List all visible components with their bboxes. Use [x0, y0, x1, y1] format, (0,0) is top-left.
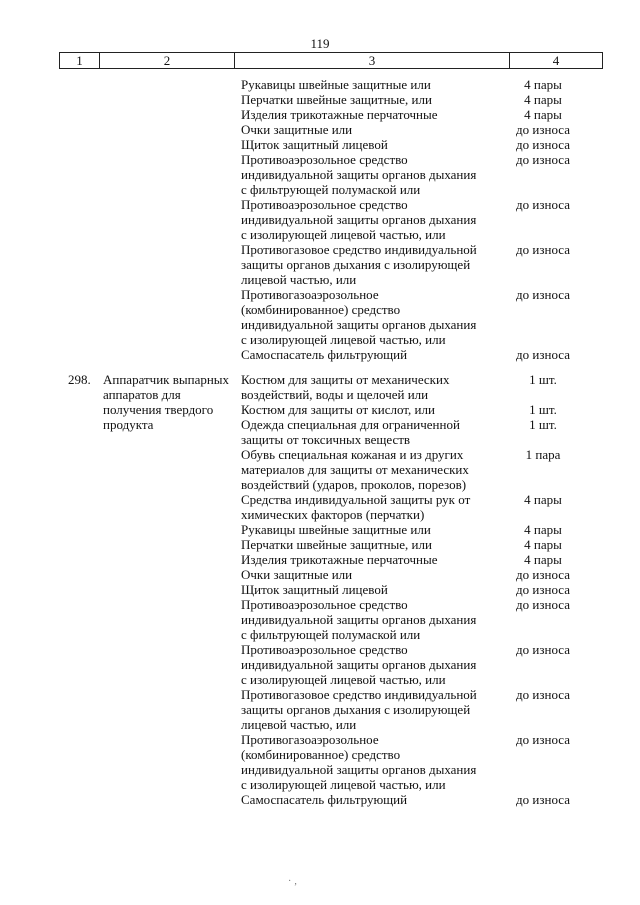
item-norm: до износа	[516, 287, 570, 302]
column-header-1: 1	[60, 53, 100, 68]
item-norm: до износа	[516, 642, 570, 657]
item-norm: 4 пары	[524, 552, 562, 567]
item-name-line: Костюм для защиты от кислот, или	[241, 402, 435, 417]
item-name-line: защиты органов дыхания с изолирующей	[241, 702, 471, 717]
item-name-line: материалов для защиты от механических	[241, 462, 469, 477]
item-name-line: с фильтрующей полумаской или	[241, 627, 421, 642]
column-header-3: 3	[235, 53, 510, 68]
item-name-line: индивидуальной защиты органов дыхания	[241, 317, 477, 332]
item-norm: 1 шт.	[529, 372, 557, 387]
column-header-4: 4	[552, 53, 560, 68]
item-name-line: Изделия трикотажные перчаточные	[241, 552, 438, 567]
scan-specks: · ‚	[288, 876, 298, 887]
item-name-line: Костюм для защиты от механических	[241, 372, 450, 387]
profession-name-line: аппаратов для	[103, 387, 181, 402]
page-number: 119	[310, 36, 330, 51]
item-name-line: Очки защитные или	[241, 122, 353, 137]
item-norm: 1 шт.	[529, 417, 557, 432]
item-norm: 1 пара	[525, 447, 561, 462]
item-name-line: с изолирующей лицевой частью, или	[241, 227, 446, 242]
item-name-line: Одежда специальная для ограниченной	[241, 417, 460, 432]
item-norm: до износа	[516, 582, 570, 597]
item-name-line: защиты органов дыхания с изолирующей	[241, 257, 471, 272]
item-norm: до износа	[516, 732, 570, 747]
column-header-2: 2	[100, 53, 235, 68]
item-name-line: Перчатки швейные защитные, или	[241, 92, 432, 107]
item-name-line: индивидуальной защиты органов дыхания	[241, 167, 477, 182]
item-name-line: индивидуальной защиты органов дыхания	[241, 762, 477, 777]
column-header-row	[59, 52, 603, 69]
item-name-line: (комбинированное) средство	[241, 302, 401, 317]
item-norm: до износа	[516, 687, 570, 702]
item-name-line: Противогазоаэрозольное	[241, 287, 379, 302]
item-norm: 4 пары	[524, 537, 562, 552]
item-name-line: Перчатки швейные защитные, или	[241, 537, 432, 552]
item-name-line: Обувь специальная кожаная и из других	[241, 447, 464, 462]
profession-name-line: получения твердого	[103, 402, 214, 417]
item-name-line: Рукавицы швейные защитные или	[241, 522, 431, 537]
item-name-line: Щиток защитный лицевой	[241, 137, 388, 152]
item-norm: до износа	[516, 347, 570, 362]
item-name-line: с изолирующей лицевой частью, или	[241, 672, 446, 687]
item-name-line: лицевой частью, или	[241, 717, 357, 732]
item-norm: 1 шт.	[529, 402, 557, 417]
item-norm: 4 пары	[524, 107, 562, 122]
item-name-line: с фильтрующей полумаской или	[241, 182, 421, 197]
item-name-line: Противогазовое средство индивидуальной	[241, 242, 477, 257]
item-name-line: Изделия трикотажные перчаточные	[241, 107, 438, 122]
item-name-line: лицевой частью, или	[241, 272, 357, 287]
item-name-line: Самоспасатель фильтрующий	[241, 347, 408, 362]
item-name-line: индивидуальной защиты органов дыхания	[241, 212, 477, 227]
item-norm: 4 пары	[524, 92, 562, 107]
item-name-line: Самоспасатель фильтрующий	[241, 792, 408, 807]
item-name-line: индивидуальной защиты органов дыхания	[241, 612, 477, 627]
item-norm: 4 пары	[524, 492, 562, 507]
item-norm: 4 пары	[524, 522, 562, 537]
item-name-line: воздействий, воды и щелочей или	[241, 387, 429, 402]
item-name-line: Противогазовое средство индивидуальной	[241, 687, 477, 702]
item-norm: до износа	[516, 137, 570, 152]
item-norm: до износа	[516, 567, 570, 582]
item-name-line: Противоаэрозольное средство	[241, 642, 408, 657]
item-name-line: защиты от токсичных веществ	[241, 432, 411, 447]
item-norm: до износа	[516, 122, 570, 137]
entry-number: 298.	[68, 372, 91, 387]
item-name-line: Очки защитные или	[241, 567, 353, 582]
item-name-line: Противоаэрозольное средство	[241, 197, 408, 212]
item-name-line: Противоаэрозольное средство	[241, 597, 408, 612]
item-name-line: Рукавицы швейные защитные или	[241, 77, 431, 92]
item-name-line: Щиток защитный лицевой	[241, 582, 388, 597]
item-name-line: химических факторов (перчатки)	[241, 507, 425, 522]
profession-name-line: Аппаратчик выпарных	[103, 372, 230, 387]
item-norm: до износа	[516, 597, 570, 612]
item-norm: до износа	[516, 152, 570, 167]
item-name-line: Средства индивидуальной защиты рук от	[241, 492, 471, 507]
item-name-line: Противоаэрозольное средство	[241, 152, 408, 167]
item-name-line: индивидуальной защиты органов дыхания	[241, 657, 477, 672]
item-name-line: воздействий (ударов, проколов, порезов)	[241, 477, 467, 492]
item-name-line: с изолирующей лицевой частью, или	[241, 777, 446, 792]
profession-name-line: продукта	[103, 417, 154, 432]
item-norm: до износа	[516, 197, 570, 212]
item-name-line: с изолирующей лицевой частью, или	[241, 332, 446, 347]
item-name-line: (комбинированное) средство	[241, 747, 401, 762]
item-name-line: Противогазоаэрозольное	[241, 732, 379, 747]
item-norm: до износа	[516, 242, 570, 257]
item-norm: 4 пары	[524, 77, 562, 92]
item-norm: до износа	[516, 792, 570, 807]
